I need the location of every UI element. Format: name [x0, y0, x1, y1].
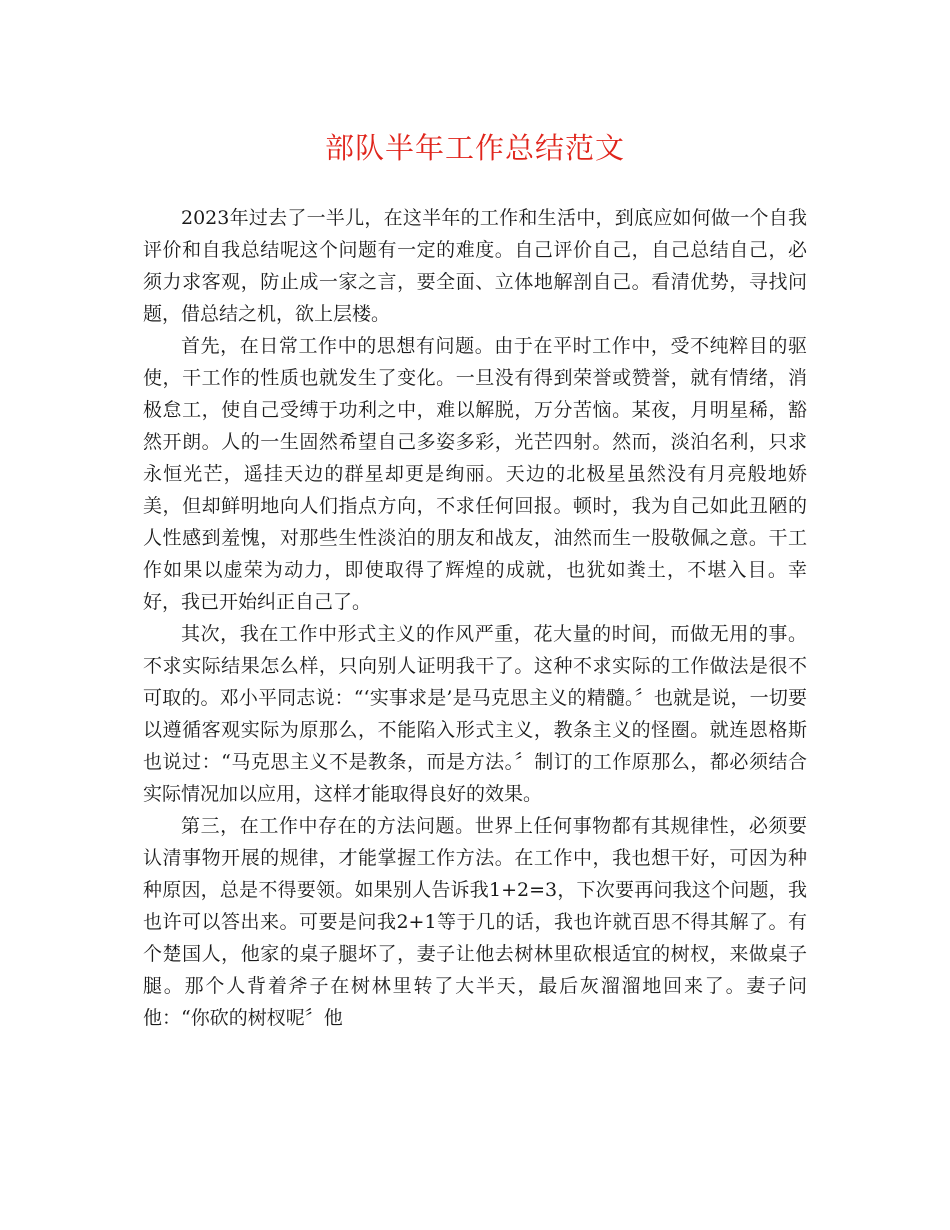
- paragraph-third-issue: 第三，在工作中存在的方法问题。世界上任何事物都有其规律性，必须要认清事物开展的规律，才能掌握工作方法。在工作中，我也想干好，可因为种种原因，总是不得要领。如果别人告诉我1+2=3，下次要再问我这个问题，我也许可以答出来。可要是问我2+1等于几的话，我也许就百思不得其解了。有个楚国人，他家的桌子腿坏了，妻子让他去树林里砍根适宜的树杈，来做桌子腿。那个人背着斧子在树林里转了大半天，最后灰溜溜地回来了。妻子问他：“你砍的树杈呢〞他: [143, 815, 807, 1029]
- paragraph-intro: 2023年过去了一半儿，在这半年的工作和生活中，到底应如何做一个自我评价和自我总结呢这个问题有一定的难度。自己评价自己，自己总结自己，必须力求客观，防止成一家之言，要全面、立体地解剖自己。看清优势，寻找问题，借总结之机，欲上层楼。: [143, 207, 807, 325]
- paragraph-first-issue: 首先，在日常工作中的思想有问题。由于在平时工作中，受不纯粹目的驱使，干工作的性质也就发生了变化。一旦没有得到荣誉或赞誉，就有情绪，消极怠工，使自己受缚于功利之中，难以解脱，万分苦恼。某夜，月明星稀，豁然开朗。人的一生固然希望自己多姿多彩，光芒四射。然而，淡泊名利，只求永恒光芒，遥挂天边的群星却更是绚丽。天边的北极星虽然没有月亮般地娇美，但却鲜明地向人们指点方向，不求任何回报。顿时，我为自己如此丑陋的人性感到羞愧，对那些生性淡泊的朋友和战友，油然而生一股敬佩之意。干工作如果以虚荣为动力，即使取得了辉煌的成就，也犹如粪土，不堪入目。幸好，我已开始纠正自己了。: [143, 335, 807, 613]
- document-title: 部队半年工作总结范文: [324, 131, 625, 165]
- document-body: [143, 202, 807, 1034]
- paragraph-second-issue: 其次，我在工作中形式主义的作风严重，花大量的时间，而做无用的事。不求实际结果怎么样，只向别人证明我干了。这种不求实际的工作做法是很不可取的。邓小平同志说：“‘实事求是’是马克思主义的精髓。〞也就是说，一切要以遵循客观实际为原那么，不能陷入形式主义，教条主义的怪圈。就连恩格斯也说过：“马克思主义不是教条，而是方法。〞制订的工作原那么，都必须结合实际情况加以应用，这样才能取得良好的效果。: [143, 623, 807, 805]
